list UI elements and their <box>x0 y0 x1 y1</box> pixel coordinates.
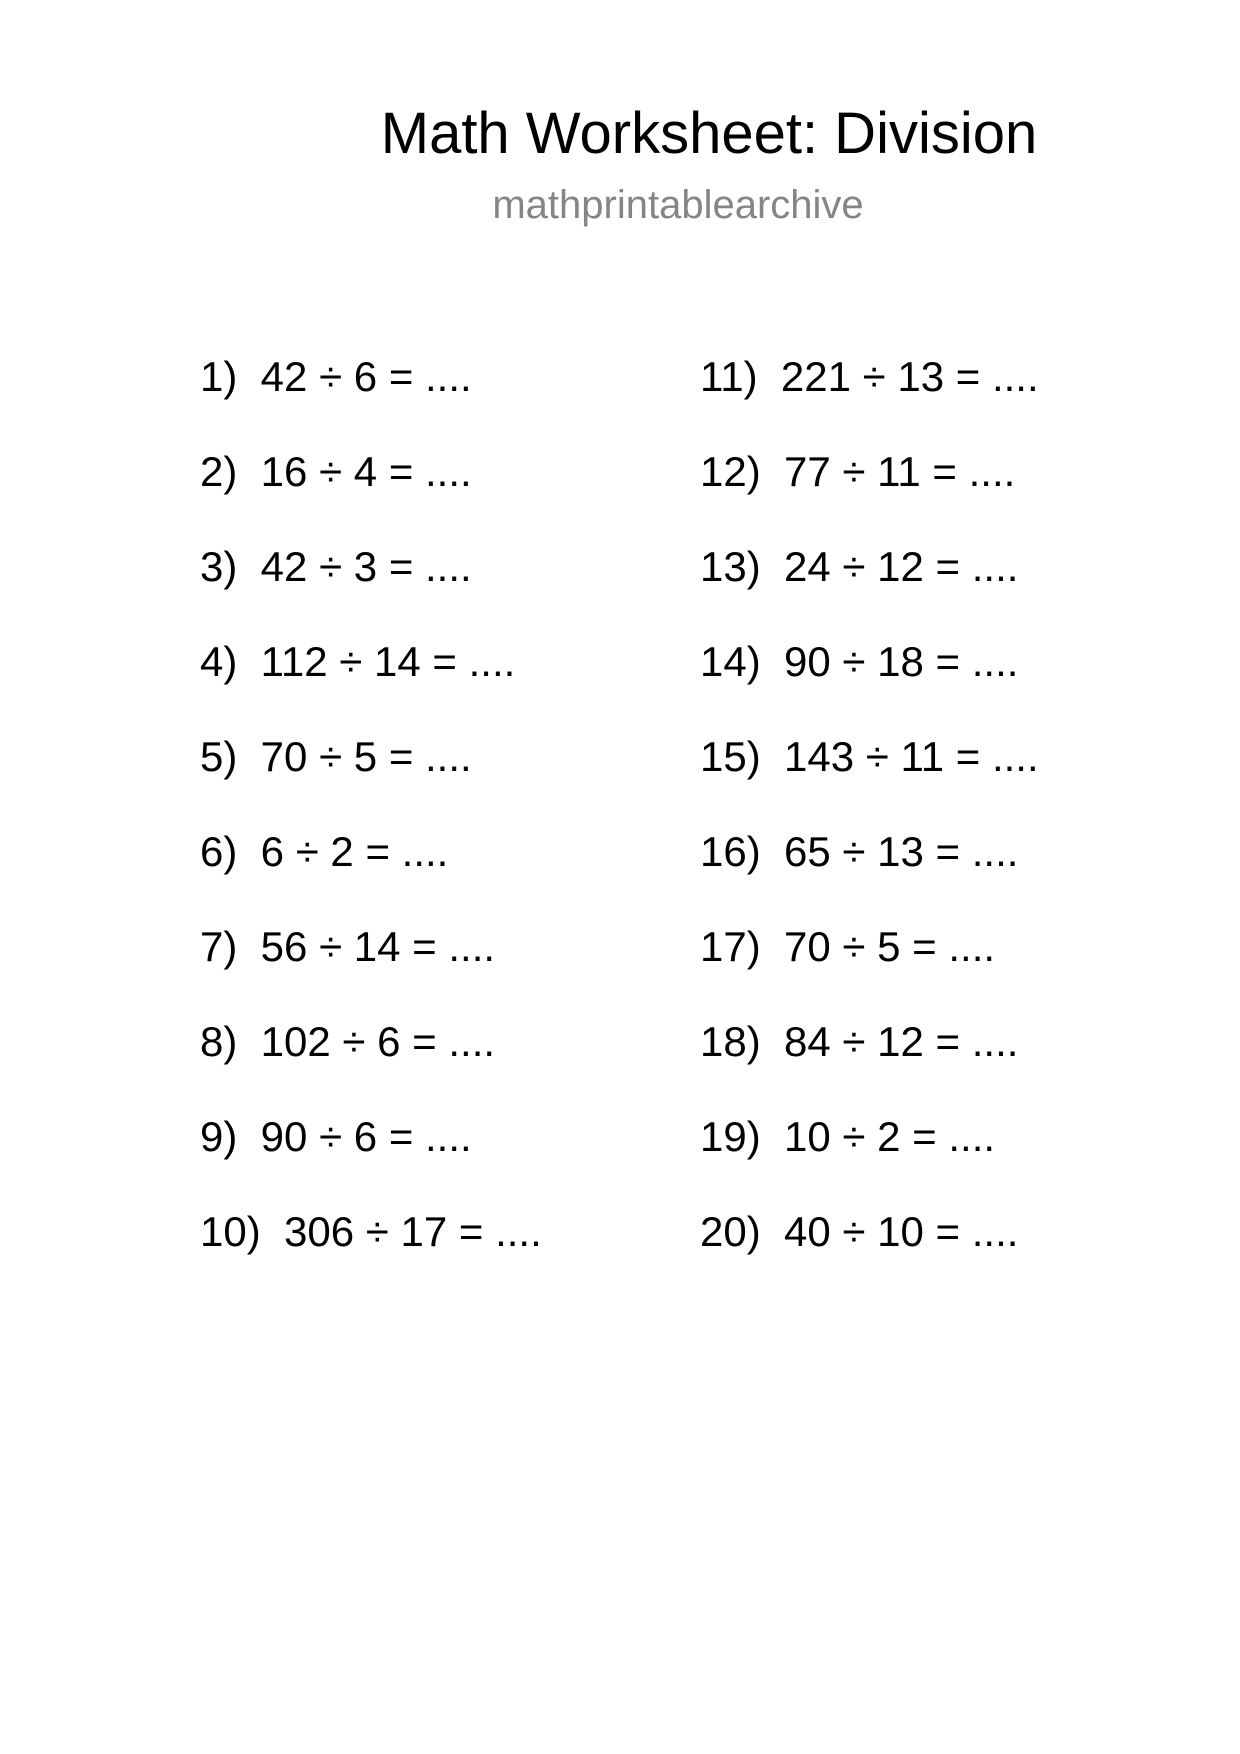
problem-item: 14) 90 ÷ 18 = .... <box>700 638 1019 685</box>
problem-item: 18) 84 ÷ 12 = .... <box>700 1018 1019 1065</box>
problem-item: 3) 42 ÷ 3 = .... <box>200 543 472 590</box>
worksheet-subtitle: mathprintablearchive <box>492 183 864 227</box>
problem-item: 15) 143 ÷ 11 = .... <box>700 733 1039 780</box>
problem-item: 1) 42 ÷ 6 = .... <box>200 353 472 400</box>
problem-item: 4) 112 ÷ 14 = .... <box>200 638 516 685</box>
worksheet-title: Math Worksheet: Division <box>380 101 1038 166</box>
problem-item: 5) 70 ÷ 5 = .... <box>200 733 472 780</box>
problem-item: 20) 40 ÷ 10 = .... <box>700 1208 1019 1255</box>
problem-item: 17) 70 ÷ 5 = .... <box>700 923 996 970</box>
problem-item: 13) 24 ÷ 12 = .... <box>700 543 1019 590</box>
problem-item: 7) 56 ÷ 14 = .... <box>200 923 496 970</box>
problem-item: 10) 306 ÷ 17 = .... <box>200 1208 542 1255</box>
problem-item: 11) 221 ÷ 13 = .... <box>700 353 1039 400</box>
problems-left-column <box>200 352 542 1302</box>
problem-item: 2) 16 ÷ 4 = .... <box>200 448 472 495</box>
problem-item: 12) 77 ÷ 11 = .... <box>700 448 1016 495</box>
problem-item: 19) 10 ÷ 2 = .... <box>700 1113 996 1160</box>
problem-item: 6) 6 ÷ 2 = .... <box>200 828 449 875</box>
problem-item: 9) 90 ÷ 6 = .... <box>200 1113 472 1160</box>
problem-item: 16) 65 ÷ 13 = .... <box>700 828 1019 875</box>
problem-item: 8) 102 ÷ 6 = .... <box>200 1018 496 1065</box>
problems-right-column <box>700 352 1039 1302</box>
